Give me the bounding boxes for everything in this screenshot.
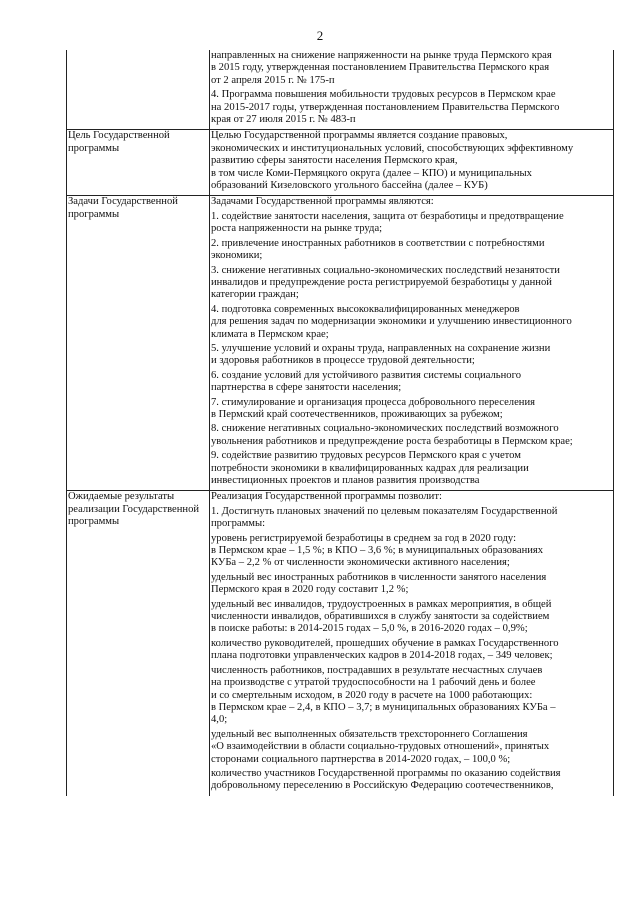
text-line: 2. привлечение иностранных работников в соответствии с потребностями [211, 237, 545, 249]
text-line: «О взаимодействии в области социально-трудовых отношений», принятых [211, 741, 550, 753]
text-line: экономики; [211, 250, 263, 262]
text-line: в Пермский край соотечественников, проживающих за рубежом; [211, 408, 503, 420]
table-row [67, 50, 614, 130]
text-line: плана подготовки управленческих кадров в 2014-2018 годах, – 349 человек; [211, 650, 553, 662]
text-line: направленных на снижение напряженности на рынке труда Пермского края [211, 50, 552, 61]
content-paragraph [211, 450, 611, 487]
text-line: 1. содействие занятости населения, защита от безработицы и предотвращение [211, 210, 564, 222]
text-line: количество участников Государственной программы по оказанию содействия [211, 767, 561, 779]
content-paragraph [211, 50, 611, 87]
text-line: удельный вес инвалидов, трудоустроенных в рамках мероприятия, в общей [211, 598, 552, 610]
table-row [67, 130, 614, 196]
text-line: партнерства в сфере занятости населения; [211, 382, 402, 394]
text-line: 9. содействие развитию трудовых ресурсов Пермского края с учетом [211, 450, 521, 462]
page-number: 2 [316, 28, 324, 43]
text-line: категории граждан; [211, 289, 299, 301]
content-paragraph [211, 423, 611, 448]
text-line: 4. подготовка современных высококвалифицированных менеджеров [211, 303, 520, 315]
text-line: Реализация Государственной программы позволит: [211, 491, 442, 503]
text-line: 3. снижение негативных социально-экономических последствий незанятости [211, 264, 560, 276]
text-line: 5. улучшение условий и охраны труда, направленных на сохранение жизни [211, 342, 551, 354]
text-line: образований Кизеловского угольного бассейна (далее – КУБ) [211, 180, 488, 192]
program-passport-table [66, 50, 614, 796]
content-paragraph [211, 599, 611, 636]
text-line: в Пермском крае – 2,4, в КПО – 3,7; в муниципальных образованиях КУБа – [211, 701, 556, 713]
text-line: роста напряженности на рынке труда; [211, 223, 383, 235]
text-line: в 2015 году, утвержденная постановлением Правительства Пермского края [211, 62, 550, 74]
text-line: в том числе Коми-Пермяцкого округа (далее – КПО) и муниципальных [211, 167, 532, 179]
text-line: на 2015-2017 годы, утвержденная постановлением Правительства Пермского [211, 101, 560, 113]
content-paragraph [211, 533, 611, 570]
text-line: сторонами социального партнерства в 2014-2020 годах, – 100,0 %; [211, 753, 511, 765]
content-paragraph [211, 238, 611, 263]
text-line: экономических и институциональных условий, способствующих эффективному [211, 142, 574, 154]
text-line: развитию сферы занятости населения Пермского края, [211, 155, 458, 167]
text-line: Пермского края в 2020 году составит 1,2 %; [211, 584, 409, 596]
text-line: добровольному переселению в Российскую Федерацию соотечественников, [211, 780, 554, 792]
content-paragraph [211, 370, 611, 395]
content-paragraph [211, 265, 611, 302]
text-line: в поиске работы: в 2014-2015 годах – 5,0 %, в 2016-2020 годах – 0,9%; [211, 623, 528, 635]
text-line: климата в Пермском крае; [211, 328, 329, 340]
text-line: в Пермском крае – 1,5 %; в КПО – 3,6 %; в муниципальных образованиях [211, 545, 544, 557]
text-line: и со смертельным исходом, в 2020 году в расчете на 1000 работающих: [211, 689, 533, 701]
text-line: инвестиционных проектов и планов развития производства [211, 475, 480, 486]
content-paragraph [211, 572, 611, 597]
text-line: 1. Достигнуть плановых значений по целевым показателям Государственной [211, 505, 558, 517]
table-row [67, 491, 614, 796]
content-paragraph [211, 211, 611, 236]
row-label: Ожидаемые результаты реализации Государственной программы [67, 491, 210, 796]
content-paragraph [211, 638, 611, 663]
text-line: увольнения работников и предупреждение роста безработицы в Пермском крае; [211, 435, 573, 447]
text-line: для решения задач по модернизации экономики и улучшению инвестиционного [211, 316, 572, 328]
text-line: 7. стимулирование и организация процесса добровольного переселения [211, 396, 535, 408]
content-paragraph [211, 665, 611, 727]
text-line: от 2 апреля 2015 г. № 175-п [211, 74, 335, 86]
text-line: 4. Программа повышения мобильности трудовых ресурсов в Пермском крае [211, 89, 556, 101]
table-row [67, 196, 614, 491]
text-line: уровень регистрируемой безработицы в среднем за год в 2020 году: [211, 532, 517, 544]
content-paragraph [211, 506, 611, 531]
text-line: программы: [211, 518, 266, 530]
row-label: Задачи Государственной программы [67, 196, 210, 491]
text-line: численности инвалидов, обратившихся в службу занятости за содействием [211, 611, 550, 623]
text-line: Задачами Государственной программы являются: [211, 196, 434, 208]
text-line: 4,0; [211, 714, 228, 726]
row-content [210, 50, 614, 130]
content-paragraph [211, 130, 611, 192]
text-line: края от 27 июля 2015 г. № 483-п [211, 114, 356, 126]
content-paragraph [211, 196, 611, 208]
content-paragraph [211, 89, 611, 126]
row-content [210, 491, 614, 796]
content-paragraph [211, 343, 611, 368]
content-paragraph [211, 491, 611, 503]
content-paragraph [211, 729, 611, 766]
text-line: и здоровья работников в процессе трудовой деятельности; [211, 355, 475, 367]
text-line: количество руководителей, прошедших обучение в рамках Государственного [211, 637, 559, 649]
content-paragraph [211, 397, 611, 422]
text-line: численность работников, пострадавших в результате несчастных случаев [211, 664, 543, 676]
text-line: 6. создание условий для устойчивого развития системы социального [211, 369, 521, 381]
text-line: 8. снижение негативных социально-экономических последствий возможного [211, 423, 559, 435]
text-line: удельный вес иностранных работников в численности занятого населения [211, 571, 547, 583]
text-line: потребности экономики в квалифицированных кадрах для реализации [211, 462, 529, 474]
row-label [67, 50, 210, 130]
row-content [210, 130, 614, 196]
text-line: удельный вес выполненных обязательств трехстороннего Соглашения [211, 728, 528, 740]
text-line: Целью Государственной программы является создание правовых, [211, 130, 508, 142]
text-line: инвалидов и предупреждение роста регистрируемой безработицы у данной [211, 276, 552, 288]
content-paragraph [211, 304, 611, 341]
row-content [210, 196, 614, 491]
text-line: КУБа – 2,2 % от численности экономически активного населения; [211, 557, 510, 569]
text-line: на производстве с утратой трудоспособности на 1 рабочий день и более [211, 677, 536, 689]
content-paragraph [211, 768, 611, 793]
row-label: Цель Государственной программы [67, 130, 210, 196]
